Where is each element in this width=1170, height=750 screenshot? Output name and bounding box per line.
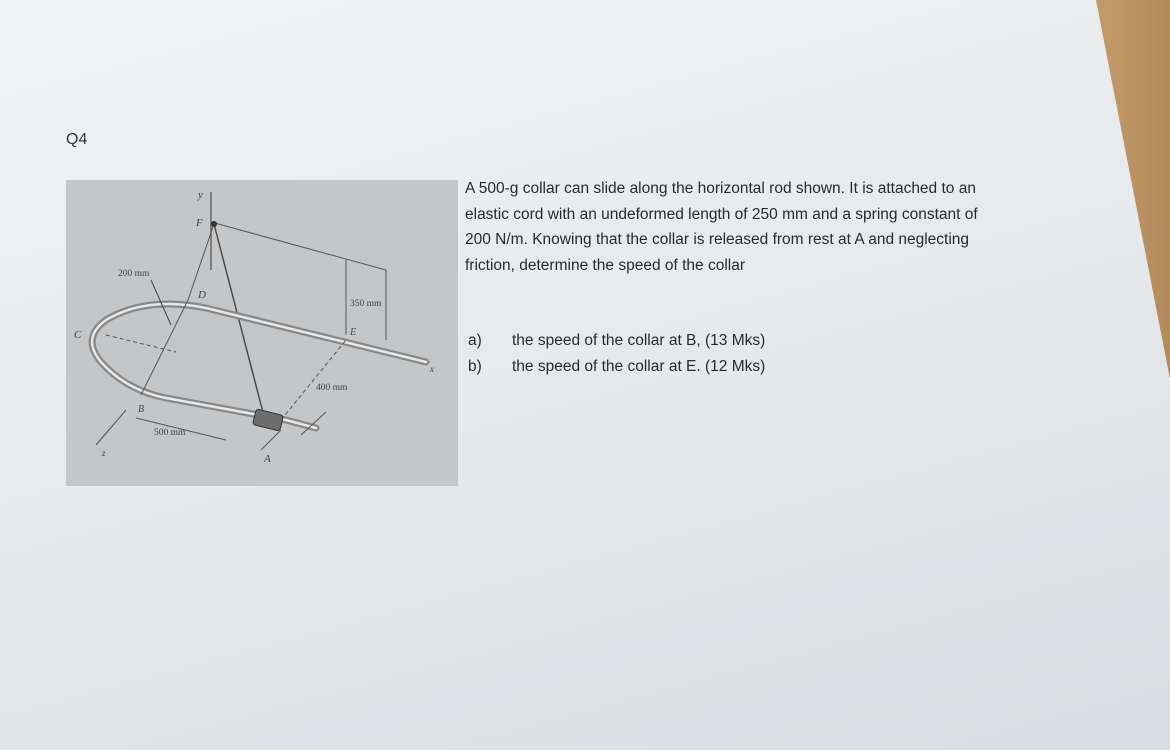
dashed-line-c [106, 335, 176, 352]
problem-parts [468, 328, 765, 380]
label-200mm: 200 mm [118, 269, 150, 279]
part-a-mark: a) [468, 332, 482, 349]
label-E: E [350, 327, 357, 338]
dashed-line-ae [281, 340, 346, 420]
label-400mm: 400 mm [316, 383, 348, 393]
b-leader-line [141, 300, 188, 395]
rod-collar-diagram [66, 180, 458, 486]
problem-text: A 500-g collar can slide along the horizontal rod shown. It is attached to an elastic cord with an undeformed length of 250 mm and a spring constant of 200 N/m. Knowing that the collar is released from rest at A and neglecting friction, determine the speed of the collar [465, 180, 978, 274]
label-F: F [196, 217, 203, 229]
label-A: A [264, 453, 271, 465]
problem-figure [66, 180, 458, 486]
label-350mm: 350 mm [350, 299, 382, 309]
label-B: B [138, 404, 145, 415]
part-b-text: the speed of the collar at E. (12 Mks) [512, 358, 766, 375]
label-x: x [430, 364, 434, 374]
part-b-mark: b) [468, 358, 482, 375]
label-z: z [102, 448, 106, 458]
part-a [468, 328, 765, 354]
part-a-text: the speed of the collar at B, (13 Mks) [512, 332, 766, 349]
problem-statement [465, 176, 985, 278]
question-number: Q4 [66, 131, 88, 148]
anchor-point-F [211, 221, 217, 227]
collar-A [252, 409, 283, 431]
label-500mm: 500 mm [154, 428, 186, 438]
top-reference-line [211, 222, 386, 270]
label-D: D [198, 289, 206, 301]
part-b [468, 354, 765, 380]
label-C: C [74, 329, 82, 341]
z-axis-line [96, 410, 126, 445]
a-leader-line [261, 430, 281, 450]
label-y: y [198, 189, 203, 201]
